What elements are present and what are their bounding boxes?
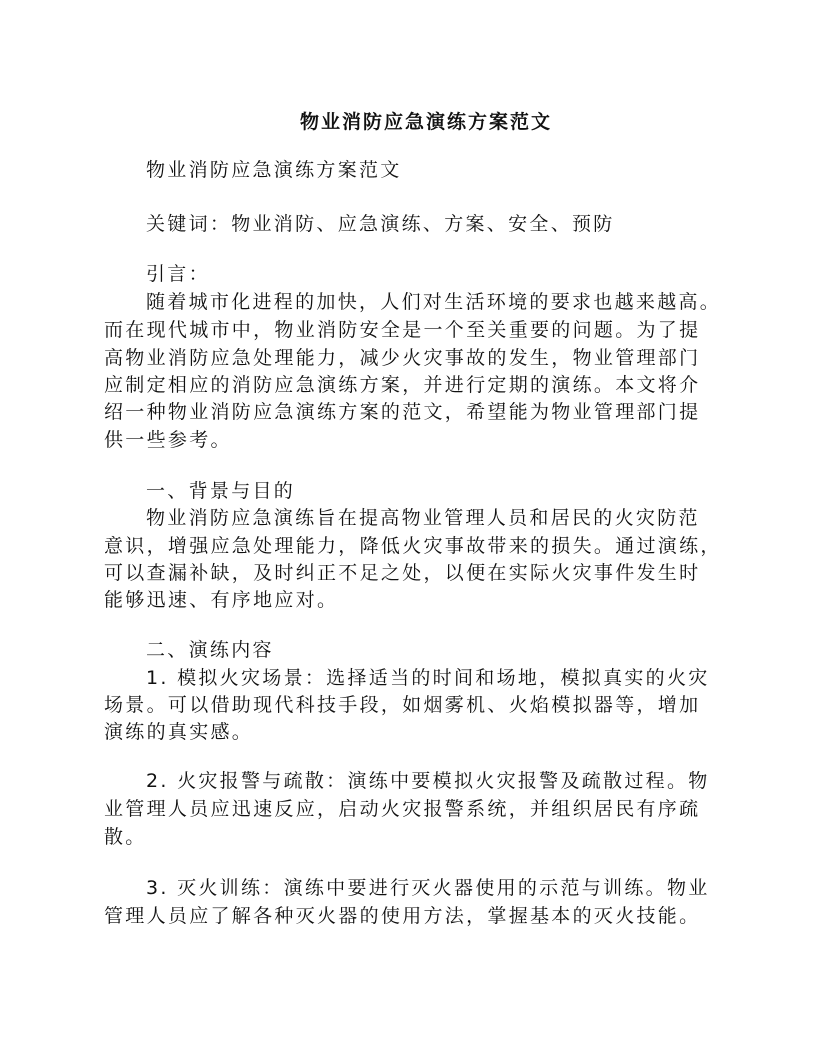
text-line: 管理人员应了解各种灭火器的使用方法，掌握基本的灭火技能。 — [104, 905, 701, 927]
text-line: 可以查漏补缺，及时纠正不足之处，以便在实际火灾事件发生时 — [104, 562, 701, 584]
text-line: 业管理人员应迅速反应，启动火灾报警系统，并组织居民有序疏 — [104, 798, 701, 820]
text-line: 应制定相应的消防应急演练方案，并进行定期的演练。本文将介 — [104, 374, 701, 396]
document-title: 物业消防应急演练方案范文 — [299, 111, 552, 133]
text-line: 关键词：物业消防、应急演练、方案、安全、预防 — [146, 213, 615, 235]
text-line: 场景。可以借助现代科技手段，如烟雾机、火焰模拟器等，增加 — [104, 694, 701, 716]
text-line: 一、背景与目的 — [146, 480, 296, 502]
text-line: 随着城市化进程的加快，人们对生活环境的要求也越来越高。 — [146, 291, 722, 313]
text-line: 物业消防应急演练旨在提高物业管理人员和居民的火灾防范 — [146, 507, 700, 529]
text-line: 物业消防应急演练方案范文 — [146, 159, 402, 181]
text-line: 二、演练内容 — [146, 639, 274, 661]
text-line: 供一些参考。 — [104, 429, 232, 451]
text-line: 意识，增强应急处理能力，降低火灾事故带来的损失。通过演练， — [104, 535, 722, 557]
text-line: 2. 火灾报警与疏散：演练中要模拟火灾报警及疏散过程。物 — [146, 770, 710, 792]
text-line: 引言： — [146, 263, 210, 285]
text-line: 散。 — [104, 826, 147, 848]
text-line: 高物业消防应急处理能力，减少火灾事故的发生，物业管理部门 — [104, 347, 701, 369]
text-line: 1. 模拟火灾场景：选择适当的时间和场地，模拟真实的火灾 — [146, 667, 710, 689]
text-line: 而在现代城市中，物业消防安全是一个至关重要的问题。为了提 — [104, 319, 701, 341]
text-line: 演练的真实感。 — [104, 721, 254, 743]
text-line: 绍一种物业消防应急演练方案的范文，希望能为物业管理部门提 — [104, 401, 701, 423]
text-line: 能够迅速、有序地应对。 — [104, 589, 339, 611]
text-line: 3. 灭火训练：演练中要进行灭火器使用的示范与训练。物业 — [146, 877, 710, 899]
